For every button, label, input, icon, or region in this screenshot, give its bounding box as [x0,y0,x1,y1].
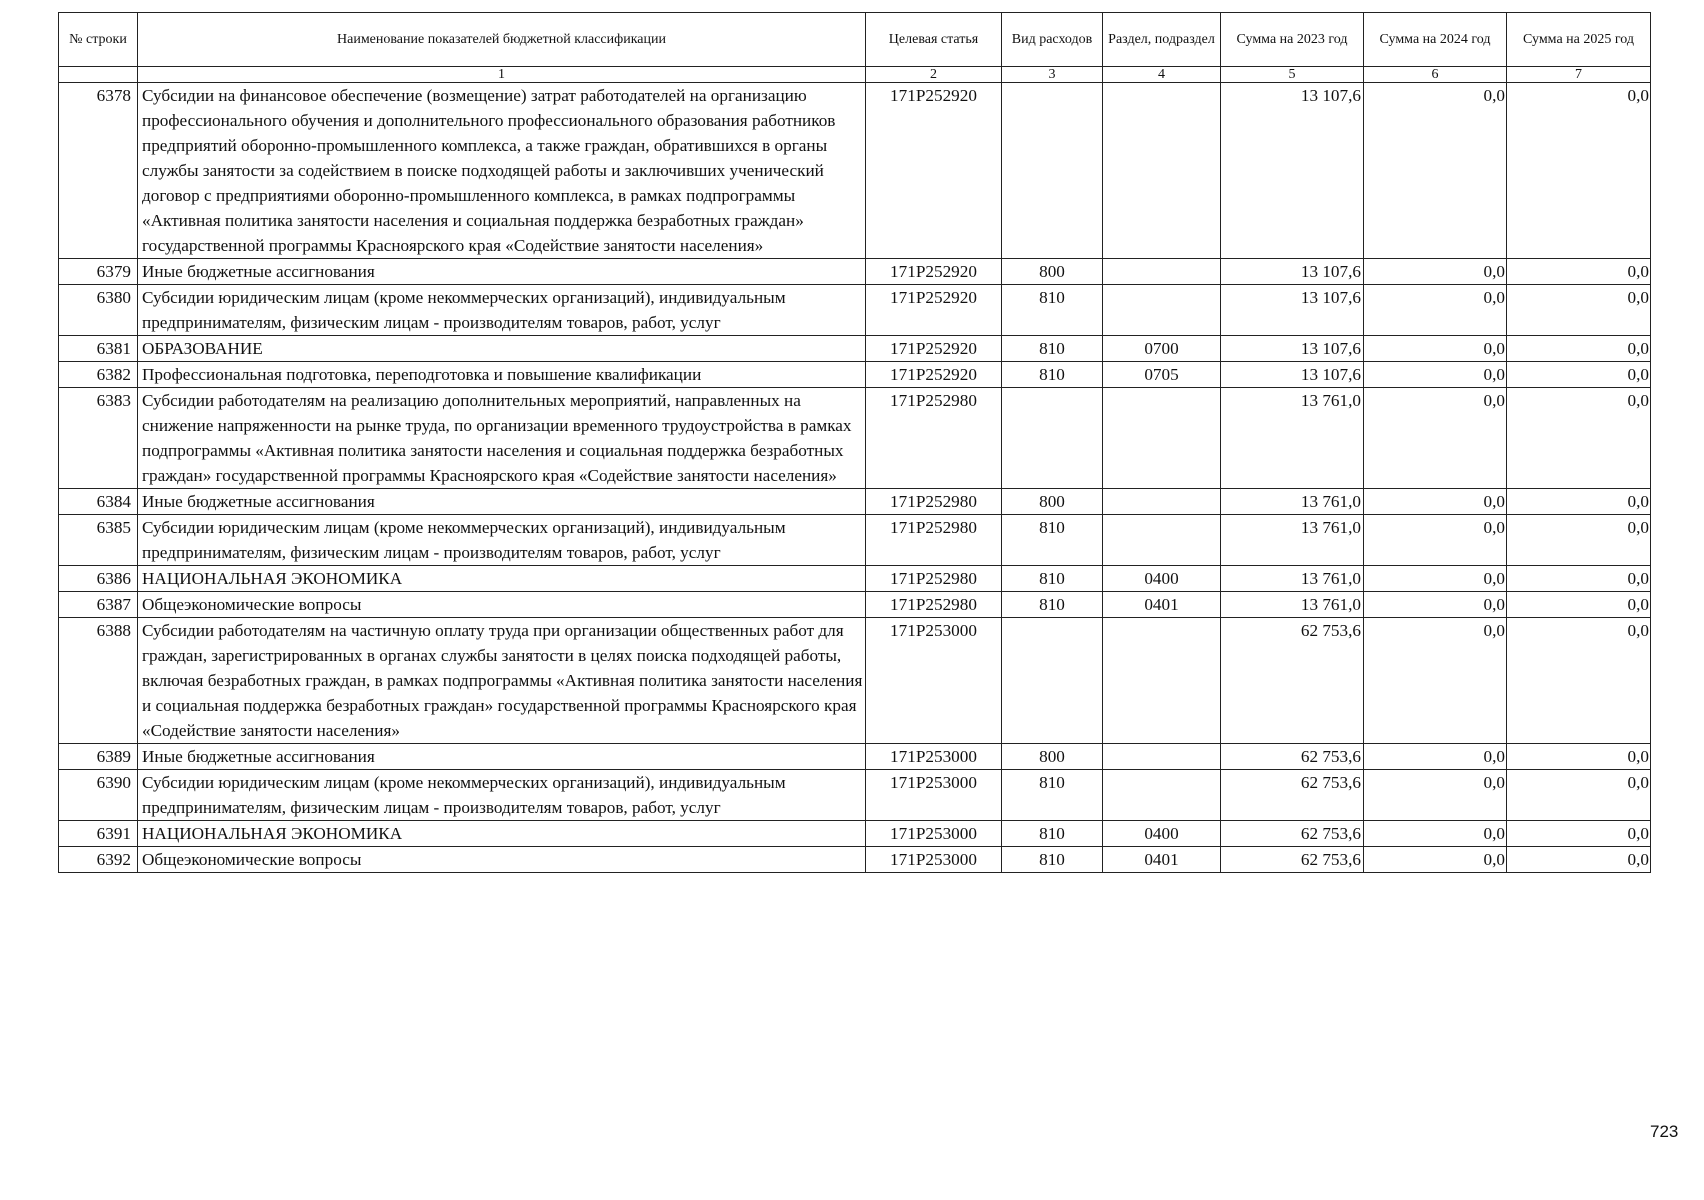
expense-type: 810 [1002,515,1103,566]
sum-2024: 0,0 [1364,259,1507,285]
row-name: Субсидии на финансовое обеспечение (возмещение) затрат работодателей на организацию профессионального обучения и дополнительного профессионального образования работников предприятий оборонно-промышленного комплекса, а также граждан, обратившихся в органы службы занятости за содействием в поиске подходящей работы и заключивших ученический договор с предприятиями оборонно-промышленного комплекса, в рамках подпрограммы «Активная политика занятости населения и социальная поддержка безработных граждан» государственной программы Красноярского края «Содействие занятости населения» [138,83,866,259]
sum-2024: 0,0 [1364,618,1507,744]
section-subsection: 0705 [1103,362,1221,388]
sum-2024: 0,0 [1364,83,1507,259]
sum-2025: 0,0 [1507,847,1651,873]
target-article: 171P252920 [866,336,1002,362]
table-row [59,566,1651,592]
expense-type: 800 [1002,489,1103,515]
table-row [59,362,1651,388]
sum-2023: 13 107,6 [1221,285,1364,336]
row-number: 6384 [59,489,138,515]
sum-2023: 13 761,0 [1221,592,1364,618]
row-name: Субсидии юридическим лицам (кроме некоммерческих организаций), индивидуальным предпринимателям, физическим лицам - производителям товаров, работ, услуг [138,770,866,821]
header-sum-2025: Сумма на 2025 год [1507,13,1651,67]
sum-2024: 0,0 [1364,770,1507,821]
expense-type: 810 [1002,592,1103,618]
sum-2025: 0,0 [1507,592,1651,618]
sum-2024: 0,0 [1364,285,1507,336]
target-article: 171P253000 [866,744,1002,770]
expense-type: 810 [1002,566,1103,592]
sum-2023: 62 753,6 [1221,744,1364,770]
table-row [59,489,1651,515]
expense-type: 810 [1002,821,1103,847]
sum-2023: 62 753,6 [1221,770,1364,821]
target-article: 171P252920 [866,285,1002,336]
row-name: Иные бюджетные ассигнования [138,744,866,770]
section-subsection [1103,618,1221,744]
section-subsection [1103,515,1221,566]
expense-type [1002,618,1103,744]
budget-document [58,12,1651,873]
target-article: 171P252920 [866,259,1002,285]
row-name: НАЦИОНАЛЬНАЯ ЭКОНОМИКА [138,566,866,592]
row-number: 6389 [59,744,138,770]
row-name: Иные бюджетные ассигнования [138,489,866,515]
table-row [59,515,1651,566]
table-row [59,285,1651,336]
target-article: 171P252980 [866,515,1002,566]
table-row [59,821,1651,847]
row-number: 6383 [59,388,138,489]
sum-2023: 62 753,6 [1221,847,1364,873]
target-article: 171P252980 [866,592,1002,618]
sum-2024: 0,0 [1364,362,1507,388]
sum-2024: 0,0 [1364,821,1507,847]
header-sum-2024: Сумма на 2024 год [1364,13,1507,67]
sum-2025: 0,0 [1507,336,1651,362]
row-number: 6391 [59,821,138,847]
table-row [59,83,1651,259]
row-name: Субсидии работодателям на реализацию дополнительных мероприятий, направленных на снижение напряженности на рынке труда, по организации временного трудоустройства в рамках подпрограммы «Активная политика занятости населения и социальная поддержка безработных граждан» государственной программы Красноярского края «Содействие занятости населения» [138,388,866,489]
section-subsection [1103,259,1221,285]
expense-type [1002,388,1103,489]
target-article: 171P252920 [866,83,1002,259]
sum-2023: 62 753,6 [1221,821,1364,847]
target-article: 171P252980 [866,388,1002,489]
section-subsection [1103,744,1221,770]
header-sum-2023: Сумма на 2023 год [1221,13,1364,67]
sum-2025: 0,0 [1507,259,1651,285]
expense-type: 800 [1002,259,1103,285]
sum-2023: 13 761,0 [1221,388,1364,489]
row-number: 6381 [59,336,138,362]
column-number: 1 [138,67,866,83]
expense-type: 800 [1002,744,1103,770]
section-subsection: 0401 [1103,847,1221,873]
table-body [59,83,1651,873]
expense-type: 810 [1002,770,1103,821]
row-number: 6387 [59,592,138,618]
header-name: Наименование показателей бюджетной классификации [138,13,866,67]
row-number: 6379 [59,259,138,285]
row-number: 6380 [59,285,138,336]
column-number: 7 [1507,67,1651,83]
section-subsection [1103,285,1221,336]
sum-2024: 0,0 [1364,388,1507,489]
sum-2023: 13 761,0 [1221,566,1364,592]
sum-2024: 0,0 [1364,336,1507,362]
section-subsection [1103,770,1221,821]
target-article: 171P253000 [866,770,1002,821]
column-number: 2 [866,67,1002,83]
sum-2024: 0,0 [1364,566,1507,592]
sum-2024: 0,0 [1364,744,1507,770]
row-name: Субсидии юридическим лицам (кроме некоммерческих организаций), индивидуальным предпринимателям, физическим лицам - производителям товаров, работ, услуг [138,515,866,566]
target-article: 171P252980 [866,489,1002,515]
row-number: 6392 [59,847,138,873]
sum-2025: 0,0 [1507,566,1651,592]
section-subsection [1103,489,1221,515]
table-row [59,618,1651,744]
sum-2025: 0,0 [1507,744,1651,770]
section-subsection: 0700 [1103,336,1221,362]
section-subsection: 0401 [1103,592,1221,618]
sum-2025: 0,0 [1507,362,1651,388]
row-name: ОБРАЗОВАНИЕ [138,336,866,362]
column-numbers-row [59,67,1651,83]
table-header [59,13,1651,83]
sum-2023: 13 107,6 [1221,362,1364,388]
table-row [59,592,1651,618]
table-row [59,388,1651,489]
page-number: 723 [1650,1122,1679,1141]
target-article: 171P253000 [866,618,1002,744]
target-article: 171P253000 [866,847,1002,873]
row-name: Иные бюджетные ассигнования [138,259,866,285]
sum-2024: 0,0 [1364,515,1507,566]
column-number-empty [59,67,138,83]
sum-2024: 0,0 [1364,592,1507,618]
section-subsection: 0400 [1103,821,1221,847]
sum-2024: 0,0 [1364,847,1507,873]
table-row [59,847,1651,873]
row-number: 6390 [59,770,138,821]
row-number: 6385 [59,515,138,566]
table-row [59,744,1651,770]
row-name: НАЦИОНАЛЬНАЯ ЭКОНОМИКА [138,821,866,847]
target-article: 171P253000 [866,821,1002,847]
header-row-no: № строки [59,13,138,67]
section-subsection: 0400 [1103,566,1221,592]
row-name: Общеэкономические вопросы [138,592,866,618]
target-article: 171P252980 [866,566,1002,592]
sum-2025: 0,0 [1507,83,1651,259]
column-number: 4 [1103,67,1221,83]
expense-type: 810 [1002,336,1103,362]
column-number: 5 [1221,67,1364,83]
sum-2025: 0,0 [1507,770,1651,821]
expense-type [1002,83,1103,259]
row-name: Субсидии работодателям на частичную оплату труда при организации общественных работ для граждан, зарегистрированных в органах службы занятости в целях поиска подходящей работы, включая безработных граждан, в рамках подпрограммы «Активная политика занятости населения и социальная поддержка безработных граждан» государственной программы Красноярского края «Содействие занятости населения» [138,618,866,744]
column-number: 3 [1002,67,1103,83]
sum-2023: 13 761,0 [1221,489,1364,515]
table-row [59,259,1651,285]
sum-2025: 0,0 [1507,821,1651,847]
row-number: 6388 [59,618,138,744]
expense-type: 810 [1002,285,1103,336]
table-row [59,770,1651,821]
sum-2025: 0,0 [1507,515,1651,566]
row-name: Профессиональная подготовка, переподготовка и повышение квалификации [138,362,866,388]
sum-2023: 13 107,6 [1221,83,1364,259]
sum-2025: 0,0 [1507,489,1651,515]
section-subsection [1103,83,1221,259]
sum-2025: 0,0 [1507,388,1651,489]
header-type: Вид расходов [1002,13,1103,67]
header-target: Целевая статья [866,13,1002,67]
row-name: Субсидии юридическим лицам (кроме некоммерческих организаций), индивидуальным предпринимателям, физическим лицам - производителям товаров, работ, услуг [138,285,866,336]
expense-type: 810 [1002,847,1103,873]
sum-2025: 0,0 [1507,285,1651,336]
row-number: 6382 [59,362,138,388]
sum-2023: 13 107,6 [1221,336,1364,362]
budget-table [58,12,1651,873]
sum-2023: 62 753,6 [1221,618,1364,744]
target-article: 171P252920 [866,362,1002,388]
row-number: 6378 [59,83,138,259]
table-row [59,336,1651,362]
header-section: Раздел, подраздел [1103,13,1221,67]
row-name: Общеэкономические вопросы [138,847,866,873]
sum-2023: 13 107,6 [1221,259,1364,285]
expense-type: 810 [1002,362,1103,388]
column-number: 6 [1364,67,1507,83]
section-subsection [1103,388,1221,489]
sum-2023: 13 761,0 [1221,515,1364,566]
row-number: 6386 [59,566,138,592]
sum-2025: 0,0 [1507,618,1651,744]
sum-2024: 0,0 [1364,489,1507,515]
